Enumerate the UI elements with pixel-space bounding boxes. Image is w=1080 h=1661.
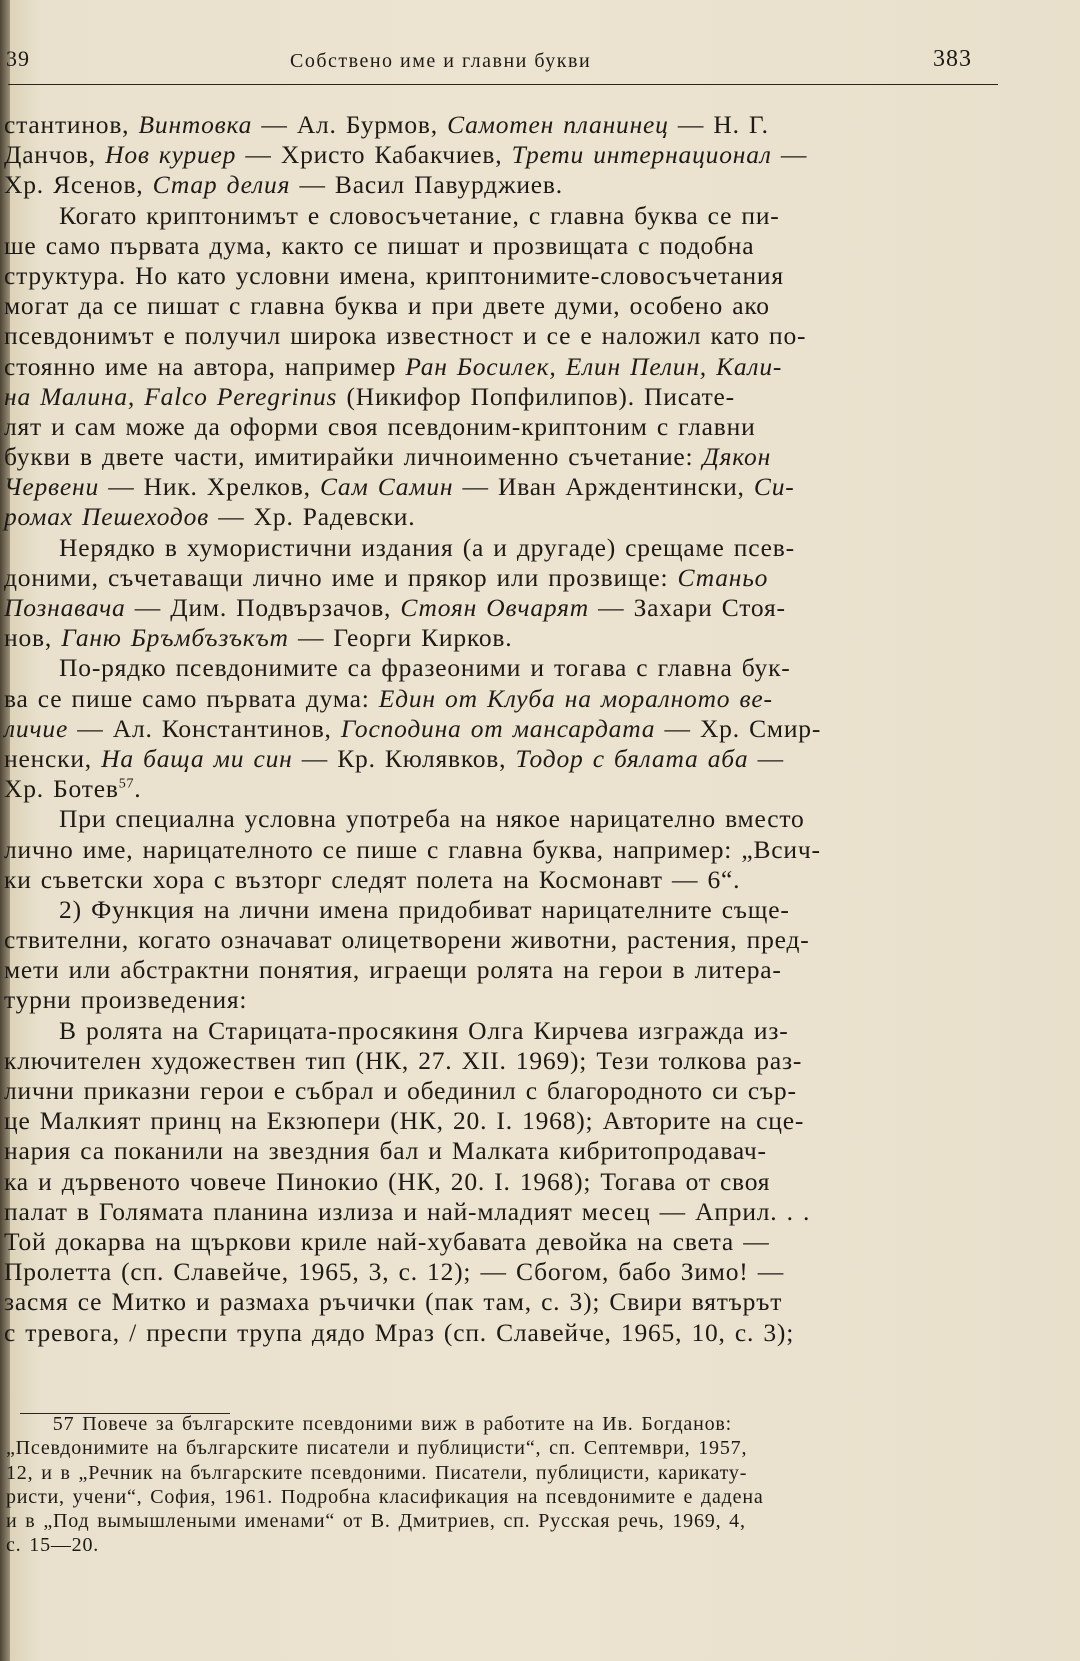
running-header	[0, 46, 1000, 86]
text-run: — Ал. Бурмов,	[252, 110, 448, 139]
text-run: це Малкият принц на Екзюпери (НК, 20. I. 1968); Авторите на сце-	[4, 1106, 805, 1136]
text-run: лично име, нарицателното се пише с главна буква, например: „Всич-	[4, 834, 821, 864]
text-run: нария са поканили на звездния бал и Малката кибритопродавач-	[4, 1136, 767, 1166]
text-run: — Кр. Кюлявков,	[292, 743, 516, 773]
text-run: —	[771, 140, 808, 170]
text-run: — Христо Кабакчиев,	[236, 140, 512, 170]
footnote-line	[6, 1461, 996, 1485]
text-run: —	[748, 743, 784, 773]
italic-name: Сам Самин	[319, 472, 454, 502]
text-line	[4, 653, 994, 683]
text-run: нов,	[4, 623, 62, 653]
text-run: Хр. Ботев	[4, 774, 119, 804]
text-run: доними, съчетаващи лично име и прякор или прозвище:	[4, 562, 678, 592]
text-run: стантинов,	[4, 110, 139, 139]
text-run: ка и дървеното човече Пинокио (НК, 20. I. 1968); Тогава от своя	[4, 1166, 771, 1196]
text-run: 57 Повече за българските псевдоними виж в работите на Ив. Богданов:	[6, 1413, 733, 1435]
text-run: ше само първата дума, както се пишат и прозвищата с подобна	[4, 230, 755, 260]
text-line	[4, 1197, 994, 1227]
text-line	[4, 744, 994, 774]
text-line	[4, 352, 994, 382]
italic-name: Ран Босилек, Елин Пелин, Кали-	[405, 351, 783, 381]
text-run: ствителни, когато означават олицетворени животни, растения, пред-	[4, 925, 810, 955]
text-line	[4, 110, 994, 140]
text-run: ненски,	[4, 743, 102, 773]
text-run: (Никифор Попфилипов). Писате-	[337, 381, 735, 411]
text-line	[4, 502, 994, 532]
text-run: засмя се Митко и размаха ръчички (пак там, с. 3); Свири вятърът	[4, 1287, 783, 1317]
text-run: — Васил Павурджиев.	[290, 170, 563, 200]
text-run: мети или абстрактни понятия, играещи ролята на герои в литера-	[4, 955, 782, 985]
text-run: ки съветски хора с възторг следят полета на Космонавт — 6“.	[4, 864, 741, 894]
text-line	[4, 714, 994, 744]
italic-name: Трети интернационал	[511, 140, 772, 170]
text-run: палат в Голямата планина излиза и най-младият месец — Април. . .	[4, 1196, 811, 1226]
text-line	[4, 1167, 994, 1197]
text-line	[4, 1136, 994, 1166]
text-line	[4, 261, 994, 291]
text-run: структура. Но като условни имена, криптонимите-словосъчетания	[4, 260, 784, 290]
text-line	[4, 472, 994, 502]
text-run: ключителен художествен тип (НК, 27. XII. 1969); Тези толкова раз-	[4, 1045, 803, 1075]
running-title: Собствено име и главни букви	[290, 50, 592, 72]
text-line	[4, 231, 994, 261]
text-line	[4, 201, 994, 231]
text-line	[4, 170, 994, 200]
text-line	[4, 1016, 994, 1046]
text-line	[4, 1257, 994, 1287]
footnote-line	[6, 1509, 996, 1533]
italic-name: Винтовка	[138, 110, 253, 139]
text-run: Когато криптонимът е словосъчетание, с главна буква се пи-	[4, 200, 780, 230]
italic-name: Господина от мансардата	[340, 713, 656, 743]
text-run: Хр. Ясенов,	[4, 170, 153, 200]
text-line	[4, 321, 994, 351]
text-run: — Ал. Константинов,	[68, 713, 341, 743]
text-run: ва се пише само първата дума:	[4, 683, 379, 713]
text-line	[4, 835, 994, 865]
italic-name: Самотен планинец	[447, 110, 669, 139]
italic-name: Стар делия	[152, 170, 291, 200]
text-line	[4, 623, 994, 653]
text-run: — Иван Арждентински,	[453, 472, 754, 502]
text-run: 12, и в „Речник на българските псевдоними. Писатели, публицисти, карикату-	[6, 1461, 748, 1484]
text-run: — Ник. Хрелков,	[99, 472, 320, 502]
text-run: с. 15—20.	[6, 1534, 100, 1557]
italic-name: Нов куриер	[105, 140, 237, 170]
text-line	[4, 563, 994, 593]
text-line	[4, 593, 994, 623]
italic-name: Си-	[753, 472, 795, 502]
text-line	[4, 1076, 994, 1106]
text-run: стоянно име на автора, например	[4, 351, 406, 381]
text-run: — Дим. Подвързачов,	[125, 593, 401, 622]
italic-name: Един от Клуба на моралното ве-	[378, 683, 773, 713]
text-run: При специална условна употреба на някое нарицателно вместо	[4, 804, 805, 834]
footnote-line	[6, 1436, 996, 1460]
text-run: — Захари Стоя-	[588, 593, 786, 622]
text-run: лят и сам може да оформи своя псевдоним-криптоним с главни	[4, 411, 756, 441]
text-run: лични приказни герои е събрал и обединил с благородното си сър-	[4, 1076, 797, 1105]
text-line	[4, 140, 994, 170]
text-run: — Хр. Смир-	[655, 713, 822, 743]
body-text	[4, 110, 994, 1348]
text-run: с тревога, / преспи трупа дядо Мраз (сп. Славейче, 1965, 10, с. 3);	[4, 1317, 795, 1347]
text-run: По-рядко псевдонимите са фразеоними и тогава с главна бук-	[4, 653, 791, 683]
text-line	[4, 1106, 994, 1136]
text-run: — Н. Г.	[668, 110, 769, 139]
footnote-line	[6, 1485, 996, 1509]
italic-name: Дякон	[702, 442, 772, 472]
text-run: могат да се пишат с главна буква и при двете думи, особено ако	[4, 291, 770, 321]
text-line	[4, 804, 994, 834]
footnote-line	[6, 1533, 996, 1557]
text-line	[4, 1318, 994, 1348]
text-line	[4, 382, 994, 412]
italic-name: ромах Пешеходов	[4, 502, 210, 532]
italic-name: личие	[4, 713, 69, 743]
footnote-ref: 57	[118, 776, 135, 792]
text-line	[4, 925, 994, 955]
text-line	[4, 412, 994, 442]
text-line	[4, 895, 994, 925]
text-line	[4, 533, 994, 563]
italic-name: Познавача	[4, 593, 126, 622]
italic-name: Станьо	[677, 562, 769, 592]
text-run: Нерядко в хумористични издания (а и другаде) срещаме псев-	[4, 532, 795, 562]
text-run: 2) Функция на лични имена придобиват нарицателните съще-	[4, 894, 790, 924]
text-run: Данчов,	[4, 140, 106, 170]
text-line	[4, 774, 994, 804]
text-run: — Георги Кирков.	[288, 623, 513, 653]
text-line	[4, 865, 994, 895]
italic-name: Червени	[4, 472, 100, 502]
footnote-line	[6, 1412, 996, 1436]
text-line	[4, 955, 994, 985]
italic-name: Ганю Бръмбъзъкът	[61, 623, 289, 653]
footnotes	[6, 1412, 996, 1558]
text-line	[4, 291, 994, 321]
text-line	[4, 1227, 994, 1257]
italic-name: Тодор с бялата аба	[515, 743, 749, 773]
text-line	[4, 684, 994, 714]
text-run: Той докарва на щъркови криле най-хубавата девойка на света —	[4, 1226, 770, 1256]
text-run: турни произведения:	[4, 985, 248, 1015]
text-line	[4, 1046, 994, 1076]
text-run: букви в двете части, имитирайки личноименно съчетание:	[4, 442, 703, 472]
text-run: и в „Под вымышлеными именами“ от В. Дмитриев, сп. Русская речь, 1969, 4,	[6, 1510, 746, 1533]
italic-name: Стоян Овчарят	[400, 593, 589, 622]
header-rule	[8, 84, 998, 85]
italic-name: На баща ми син	[101, 743, 293, 773]
text-run: В ролята на Старицата-просякиня Олга Кирчева изгражда из-	[4, 1015, 789, 1045]
text-run: ристи, учени“, София, 1961. Подробна класификация на псевдонимите е дадена	[6, 1485, 764, 1508]
text-run: — Хр. Радевски.	[209, 502, 416, 532]
text-run: .	[134, 774, 142, 804]
previous-page-ref: 39	[6, 46, 30, 71]
text-line	[4, 1287, 994, 1317]
text-run: Пролетта (сп. Славейче, 1965, 3, с. 12); — Сбогом, бабо Зимо! —	[4, 1257, 785, 1287]
text-line	[4, 442, 994, 472]
text-run: „Псевдонимите на българските писатели и публицисти“, сп. Септември, 1957,	[6, 1437, 748, 1460]
page-number: 383	[933, 46, 972, 72]
italic-name: на Малина, Falco Peregrinus	[4, 381, 338, 411]
text-run: псевдонимът е получил широка известност и се е наложил като по-	[4, 321, 807, 351]
text-line	[4, 985, 994, 1015]
